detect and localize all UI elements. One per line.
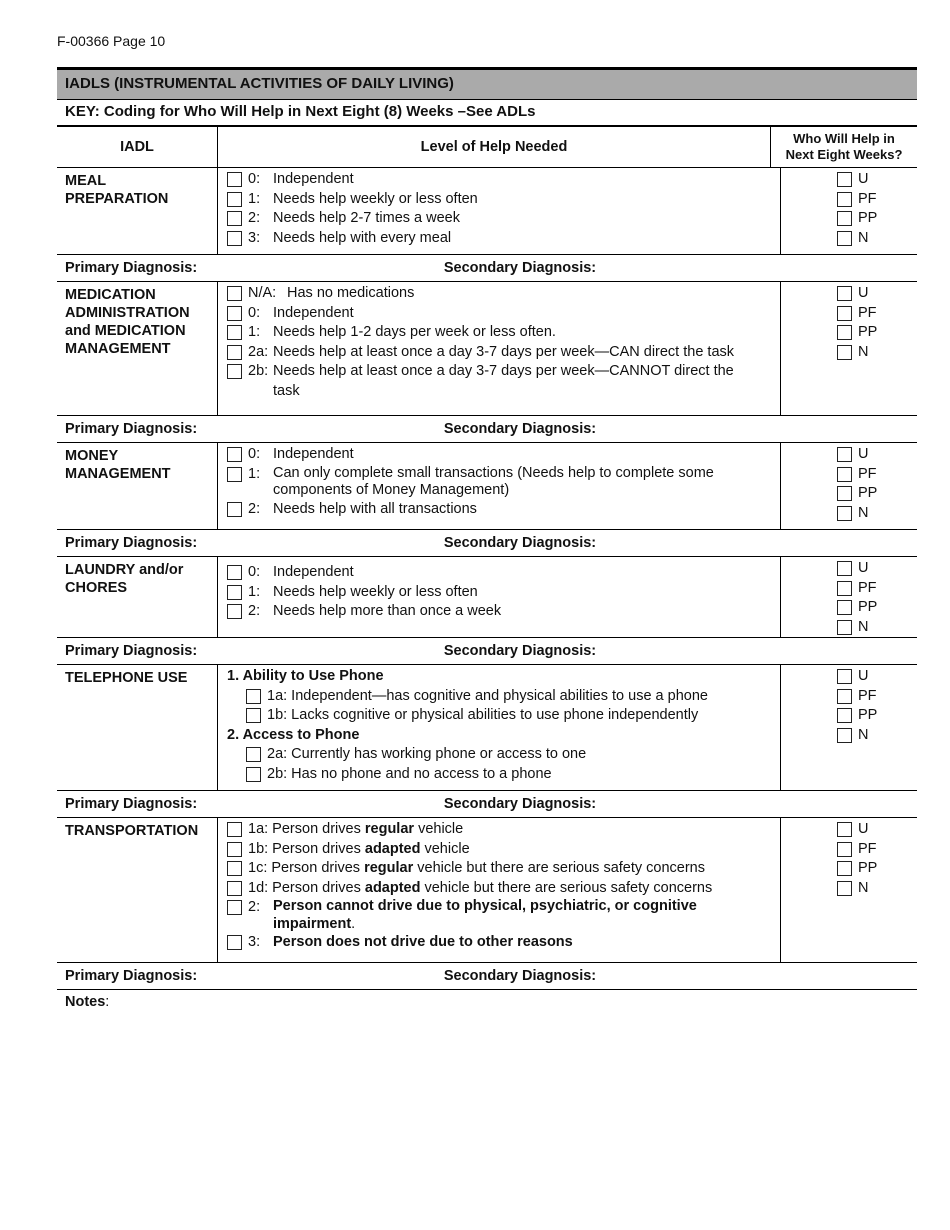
header-level: Level of Help Needed bbox=[217, 127, 771, 167]
who-u[interactable] bbox=[837, 667, 917, 687]
notes-label: Notes bbox=[65, 994, 106, 1010]
checkbox[interactable] bbox=[227, 325, 242, 340]
who-will-help bbox=[781, 818, 917, 962]
who-n[interactable] bbox=[837, 504, 917, 524]
section-name bbox=[57, 818, 217, 962]
diagnosis-row bbox=[57, 416, 917, 443]
checkbox[interactable] bbox=[837, 881, 852, 896]
option-code: 1: bbox=[248, 190, 261, 207]
notes-field[interactable] bbox=[57, 990, 917, 1014]
option-transport-1d[interactable] bbox=[227, 879, 780, 899]
checkbox[interactable] bbox=[227, 935, 242, 950]
option-med-2b[interactable] bbox=[227, 362, 780, 401]
option-code: 2: bbox=[248, 899, 261, 915]
who-will-help bbox=[781, 665, 917, 790]
checkbox[interactable] bbox=[246, 689, 261, 704]
who-u[interactable] bbox=[837, 445, 917, 465]
checkbox[interactable] bbox=[227, 900, 242, 915]
who-will-help bbox=[781, 282, 917, 415]
table-header bbox=[57, 127, 917, 168]
option-money-0[interactable] bbox=[227, 445, 780, 465]
option-text: Can only complete small transactions (Needs help to complete some components of Money Management) bbox=[273, 464, 714, 498]
option-phone-1a[interactable] bbox=[227, 687, 780, 707]
page-id: F-00366 Page 10 bbox=[57, 33, 166, 49]
who-pf[interactable] bbox=[837, 465, 917, 485]
checkbox[interactable] bbox=[837, 306, 852, 321]
option-text: Needs help with all transactions bbox=[273, 500, 477, 517]
secondary-diagnosis-label: Secondary Diagnosis: bbox=[443, 260, 597, 276]
form-title: IADLS (INSTRUMENTAL ACTIVITIES OF DAILY LIVING) bbox=[57, 67, 917, 100]
checkbox[interactable] bbox=[837, 842, 852, 857]
checkbox[interactable] bbox=[837, 620, 852, 635]
who-label: U bbox=[858, 560, 869, 576]
who-will-help bbox=[781, 557, 917, 637]
section-name-line: MANAGEMENT bbox=[65, 466, 171, 482]
option-meal-0[interactable] bbox=[227, 170, 780, 190]
option-code: 2: bbox=[248, 210, 261, 226]
option-text: Needs help 2-7 times a week bbox=[273, 210, 460, 226]
checkbox[interactable] bbox=[837, 447, 852, 462]
primary-diagnosis-label: Primary Diagnosis: bbox=[65, 260, 198, 276]
subheading-access: 2. Access to Phone bbox=[227, 726, 360, 743]
section-money-management bbox=[57, 443, 917, 530]
secondary-diagnosis-label: Secondary Diagnosis: bbox=[443, 968, 597, 984]
who-label: N bbox=[858, 343, 869, 360]
checkbox[interactable] bbox=[227, 172, 242, 187]
checkbox[interactable] bbox=[227, 502, 242, 517]
checkbox[interactable] bbox=[837, 325, 852, 340]
option-text: 2a: Currently has working phone or access to one bbox=[267, 746, 587, 762]
who-label: N bbox=[858, 879, 869, 896]
option-text: 1d: Person drives adapted vehicle but there are serious safety concerns bbox=[248, 879, 713, 896]
who-pp[interactable] bbox=[837, 859, 917, 879]
checkbox[interactable] bbox=[246, 708, 261, 723]
option-code: 0: bbox=[248, 446, 261, 462]
option-text: 1c: Person drives regular vehicle but there are serious safety concerns bbox=[248, 860, 705, 876]
who-pf[interactable] bbox=[837, 579, 917, 599]
checkbox[interactable] bbox=[837, 669, 852, 684]
checkbox[interactable] bbox=[246, 767, 261, 782]
checkbox[interactable] bbox=[227, 447, 242, 462]
option-text: Independent bbox=[273, 171, 354, 187]
option-phone-1b[interactable] bbox=[227, 706, 780, 726]
option-phone-2a[interactable] bbox=[227, 745, 780, 765]
checkbox[interactable] bbox=[837, 467, 852, 482]
help-level-options bbox=[217, 665, 781, 790]
option-text: Independent bbox=[273, 564, 354, 580]
who-label: N bbox=[858, 504, 869, 521]
who-label: U bbox=[858, 668, 869, 684]
who-label: PF bbox=[858, 687, 877, 704]
who-n[interactable] bbox=[837, 618, 917, 638]
who-n[interactable] bbox=[837, 726, 917, 746]
section-name bbox=[57, 665, 217, 790]
option-text: Needs help weekly or less often bbox=[273, 190, 478, 207]
who-n[interactable] bbox=[837, 343, 917, 363]
who-pf[interactable] bbox=[837, 840, 917, 860]
checkbox[interactable] bbox=[227, 192, 242, 207]
option-transport-1b[interactable] bbox=[227, 840, 780, 860]
section-name-line: and MEDICATION bbox=[65, 323, 186, 339]
checkbox[interactable] bbox=[227, 585, 242, 600]
secondary-diagnosis-label: Secondary Diagnosis: bbox=[443, 643, 597, 659]
diagnosis-row bbox=[57, 638, 917, 665]
who-label: PP bbox=[858, 210, 878, 226]
section-name-line: LAUNDRY and/or bbox=[65, 562, 184, 578]
who-label: PP bbox=[858, 324, 878, 340]
checkbox[interactable] bbox=[227, 364, 242, 379]
who-n[interactable] bbox=[837, 229, 917, 249]
section-telephone-use bbox=[57, 665, 917, 791]
checkbox[interactable] bbox=[227, 231, 242, 246]
who-label: PP bbox=[858, 485, 878, 501]
option-code: 3: bbox=[248, 229, 261, 246]
option-code: 0: bbox=[248, 304, 261, 321]
checkbox[interactable] bbox=[227, 604, 242, 619]
checkbox[interactable] bbox=[837, 561, 852, 576]
who-label: U bbox=[858, 285, 869, 301]
header-who-line2: Next Eight Weeks? bbox=[785, 147, 903, 162]
option-code: 0: bbox=[248, 564, 261, 580]
who-label: PF bbox=[858, 840, 877, 857]
primary-diagnosis-label: Primary Diagnosis: bbox=[65, 421, 198, 437]
checkbox[interactable] bbox=[837, 211, 852, 226]
option-meal-1[interactable] bbox=[227, 190, 780, 210]
section-name bbox=[57, 282, 217, 415]
option-laundry-0[interactable] bbox=[227, 563, 780, 583]
who-will-help bbox=[781, 443, 917, 529]
option-med-2a[interactable] bbox=[227, 343, 780, 363]
diagnosis-row bbox=[57, 963, 917, 990]
who-label: U bbox=[858, 171, 869, 187]
option-code: 3: bbox=[248, 934, 261, 950]
who-pf[interactable] bbox=[837, 304, 917, 324]
option-code: N/A: bbox=[248, 285, 277, 301]
option-transport-3[interactable] bbox=[227, 933, 780, 953]
diagnosis-row bbox=[57, 530, 917, 557]
section-name bbox=[57, 557, 217, 637]
checkbox[interactable] bbox=[227, 861, 242, 876]
who-pf[interactable] bbox=[837, 190, 917, 210]
who-label: U bbox=[858, 821, 869, 837]
who-label: PF bbox=[858, 579, 877, 596]
checkbox[interactable] bbox=[227, 822, 242, 837]
option-text: Needs help at least once a day 3-7 days per week—CANNOT direct the task bbox=[273, 363, 734, 399]
checkbox[interactable] bbox=[837, 581, 852, 596]
checkbox[interactable] bbox=[246, 747, 261, 762]
option-meal-3[interactable] bbox=[227, 229, 780, 249]
who-label: N bbox=[858, 229, 869, 246]
header-iadl: IADL bbox=[120, 139, 154, 155]
option-text: 1b: Lacks cognitive or physical abilities to use phone independently bbox=[267, 707, 699, 723]
section-name-line: TRANSPORTATION bbox=[65, 823, 199, 839]
option-text: 1b: Person drives adapted vehicle bbox=[248, 840, 470, 857]
checkbox[interactable] bbox=[837, 286, 852, 301]
iadl-form bbox=[57, 67, 917, 1014]
who-u[interactable] bbox=[837, 170, 917, 190]
checkbox[interactable] bbox=[837, 600, 852, 615]
option-phone-2b[interactable] bbox=[227, 765, 780, 785]
who-pp[interactable] bbox=[837, 706, 917, 726]
section-name-line: TELEPHONE USE bbox=[65, 670, 188, 686]
who-label: PP bbox=[858, 860, 878, 876]
option-code: 2b: bbox=[248, 363, 269, 379]
option-transport-2[interactable] bbox=[227, 898, 780, 933]
section-name-line: ADMINISTRATION bbox=[65, 305, 190, 321]
checkbox[interactable] bbox=[837, 689, 852, 704]
section-name bbox=[57, 168, 217, 254]
option-text: Needs help with every meal bbox=[273, 229, 452, 246]
option-code: 1: bbox=[248, 324, 261, 340]
checkbox[interactable] bbox=[837, 231, 852, 246]
header-who-line1: Who Will Help in bbox=[793, 131, 895, 146]
checkbox[interactable] bbox=[227, 306, 242, 321]
option-text: Needs help at least once a day 3-7 days per week—CAN direct the task bbox=[273, 343, 735, 360]
who-will-help bbox=[781, 168, 917, 254]
help-level-options bbox=[217, 557, 781, 637]
who-pf[interactable] bbox=[837, 687, 917, 707]
checkbox[interactable] bbox=[837, 822, 852, 837]
section-name-line: MEAL bbox=[65, 173, 107, 189]
checkbox[interactable] bbox=[837, 172, 852, 187]
option-code: 1: bbox=[248, 583, 261, 600]
option-code: 2a: bbox=[248, 343, 269, 360]
section-meal-preparation bbox=[57, 168, 917, 255]
who-pp[interactable] bbox=[837, 323, 917, 343]
option-code: 2: bbox=[248, 500, 261, 517]
section-name-line: CHORES bbox=[65, 580, 128, 596]
checkbox[interactable] bbox=[837, 728, 852, 743]
who-label: PF bbox=[858, 304, 877, 321]
option-med-na[interactable] bbox=[227, 284, 780, 304]
primary-diagnosis-label: Primary Diagnosis: bbox=[65, 535, 198, 551]
secondary-diagnosis-label: Secondary Diagnosis: bbox=[443, 796, 597, 812]
who-label: PP bbox=[858, 599, 878, 615]
who-n[interactable] bbox=[837, 879, 917, 899]
diagnosis-row bbox=[57, 791, 917, 818]
primary-diagnosis-label: Primary Diagnosis: bbox=[65, 643, 198, 659]
checkbox[interactable] bbox=[227, 842, 242, 857]
checkbox[interactable] bbox=[837, 192, 852, 207]
who-label: PF bbox=[858, 190, 877, 207]
checkbox[interactable] bbox=[837, 486, 852, 501]
section-transportation bbox=[57, 818, 917, 963]
who-pp[interactable] bbox=[837, 209, 917, 229]
option-text: 1a: Person drives regular vehicle bbox=[248, 821, 464, 837]
option-text: Independent bbox=[273, 446, 354, 462]
header-who bbox=[771, 127, 917, 167]
section-name-line: PREPARATION bbox=[65, 191, 169, 207]
option-laundry-1[interactable] bbox=[227, 583, 780, 603]
primary-diagnosis-label: Primary Diagnosis: bbox=[65, 968, 198, 984]
checkbox[interactable] bbox=[837, 345, 852, 360]
option-money-2[interactable] bbox=[227, 500, 780, 520]
option-text: Needs help weekly or less often bbox=[273, 583, 478, 600]
checkbox[interactable] bbox=[227, 881, 242, 896]
checkbox[interactable] bbox=[837, 506, 852, 521]
help-level-options bbox=[217, 282, 781, 415]
help-level-options bbox=[217, 168, 781, 254]
checkbox[interactable] bbox=[227, 467, 242, 482]
checkbox[interactable] bbox=[837, 861, 852, 876]
option-code: 0: bbox=[248, 171, 261, 187]
section-name-line: MANAGEMENT bbox=[65, 341, 171, 357]
who-pp[interactable] bbox=[837, 484, 917, 504]
who-label: U bbox=[858, 446, 869, 462]
who-u[interactable] bbox=[837, 559, 917, 579]
option-med-1[interactable] bbox=[227, 323, 780, 343]
section-medication bbox=[57, 282, 917, 416]
option-code: 1: bbox=[248, 465, 261, 482]
notes-colon: : bbox=[105, 994, 110, 1010]
checkbox[interactable] bbox=[227, 286, 242, 301]
section-name bbox=[57, 443, 217, 529]
secondary-diagnosis-label: Secondary Diagnosis: bbox=[443, 535, 597, 551]
help-level-options bbox=[217, 818, 781, 962]
section-name-line: MONEY bbox=[65, 448, 119, 464]
primary-diagnosis-label: Primary Diagnosis: bbox=[65, 796, 198, 812]
option-laundry-2[interactable] bbox=[227, 602, 780, 622]
subheading-ability: 1. Ability to Use Phone bbox=[227, 668, 384, 684]
secondary-diagnosis-label: Secondary Diagnosis: bbox=[443, 421, 597, 437]
checkbox[interactable] bbox=[227, 211, 242, 226]
option-text: Needs help 1-2 days per week or less often. bbox=[273, 324, 556, 340]
option-transport-1a[interactable] bbox=[227, 820, 780, 840]
section-name-line: MEDICATION bbox=[65, 287, 156, 303]
diagnosis-row bbox=[57, 255, 917, 282]
option-text: Needs help more than once a week bbox=[273, 603, 502, 619]
option-code: 2: bbox=[248, 603, 261, 619]
who-pp[interactable] bbox=[837, 598, 917, 618]
option-text: 2b: Has no phone and no access to a phone bbox=[267, 765, 552, 782]
option-meal-2[interactable] bbox=[227, 209, 780, 229]
option-text: Has no medications bbox=[287, 285, 415, 301]
option-transport-1c[interactable] bbox=[227, 859, 780, 879]
checkbox[interactable] bbox=[837, 708, 852, 723]
who-u[interactable] bbox=[837, 820, 917, 840]
option-text: Person does not drive due to other reasons bbox=[273, 934, 573, 950]
who-u[interactable] bbox=[837, 284, 917, 304]
option-text: 1a: Independent—has cognitive and physical abilities to use a phone bbox=[267, 687, 708, 704]
who-label: N bbox=[858, 726, 869, 743]
coding-key: KEY: Coding for Who Will Help in Next Eight (8) Weeks –See ADLs bbox=[57, 100, 917, 127]
who-label: PP bbox=[858, 707, 878, 723]
option-text: Person cannot drive due to physical, psychiatric, or cognitive impairment. bbox=[273, 898, 697, 932]
checkbox[interactable] bbox=[227, 565, 242, 580]
who-label: N bbox=[858, 618, 869, 635]
help-level-options bbox=[217, 443, 781, 529]
option-money-1[interactable] bbox=[227, 465, 780, 500]
section-laundry-chores bbox=[57, 557, 917, 638]
checkbox[interactable] bbox=[227, 345, 242, 360]
who-label: PF bbox=[858, 465, 877, 482]
option-text: Independent bbox=[273, 304, 354, 321]
option-med-0[interactable] bbox=[227, 304, 780, 324]
